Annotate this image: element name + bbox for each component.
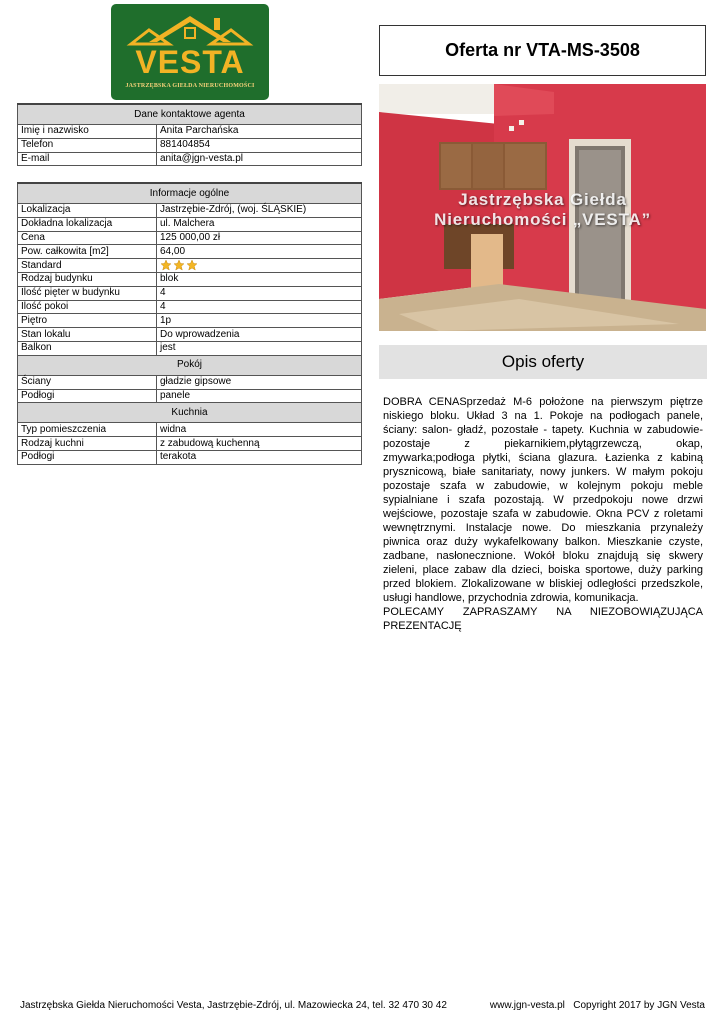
row-value: Jastrzębie-Zdrój, (woj. ŚLĄSKIE)	[157, 204, 362, 218]
general-info-table	[17, 182, 362, 465]
agent-email[interactable]: anita@jgn-vesta.pl	[157, 152, 362, 166]
footer-address: Jastrzębska Giełda Nieruchomości Vesta, Jastrzębie-Zdrój, ul. Mazowiecka 24, tel. 32 470 30 42	[20, 1000, 447, 1011]
agent-name: Anita Parchańska	[157, 125, 362, 139]
row-value: blok	[157, 272, 362, 286]
row-value: panele	[157, 389, 362, 403]
agent-phone[interactable]: 881404854	[157, 138, 362, 152]
row-label: Standard	[18, 259, 157, 273]
footer-right	[490, 1000, 705, 1011]
row-label: Dokładna lokalizacja	[18, 217, 157, 231]
row-label: Rodzaj budynku	[18, 272, 157, 286]
footer-copyright: Copyright 2017 by JGN Vesta	[573, 1000, 705, 1011]
row-value: Do wprowadzenia	[157, 328, 362, 342]
row-label: Cena	[18, 231, 157, 245]
description-text: DOBRA CENASprzedaż M-6 położone na pierwszym piętrze niskiego bloku. Układ 3 na 1. Pokoje na podłogach panele, ściany: salon- gładź, pozostałe - tapety. Kuchnia w zabudowie-pozostaje z piekarnikiem,płytągrzewczą, okap, zmywarka;podłoga płytki, ściana glazura. Łazienka z kabiną prysznicową, białe sanitariaty, nowy junkers. W małym pokoju pozostaje szafa w zabudowie, w kolejnym pokoju meble sypialniane i szafa pozostają. W przedpokoju nowe drzwi wejściowe, pozostaje szafa w zabudowie. Okna PCV z roletami wewnętrznymi. Instalacje nowe. Do mieszkania przynależy piwnica oraz duży wykafelkowany balkon. Mieszkanie czyste, zadbane, nasłonecznione. Wokół bloku znajdują się skwery zieleni, place zabaw dla dzieci, boiska sportowe, duży parking przed blokiem. Zlokalizowane w bliskiej odległości przedszkole, usługi handlowe, przychodnia zdrowia, komunikacja.	[383, 396, 703, 604]
table-row	[18, 375, 362, 389]
row-label: Typ pomieszczenia	[18, 423, 157, 437]
star-icon	[160, 259, 172, 271]
row-label: Telefon	[18, 138, 157, 152]
contact-header: Dane kontaktowe agenta	[18, 104, 362, 125]
table-row	[18, 314, 362, 328]
row-label: Lokalizacja	[18, 204, 157, 218]
table-row	[18, 286, 362, 300]
star-icon	[186, 259, 198, 271]
row-label: Rodzaj kuchni	[18, 437, 157, 451]
row-value: terakota	[157, 450, 362, 464]
row-label: Pow. całkowita [m2]	[18, 245, 157, 259]
row-label: Ilość pokoi	[18, 300, 157, 314]
table-row	[18, 389, 362, 403]
kuchnia-header: Kuchnia	[18, 403, 362, 423]
standard-rating	[157, 259, 362, 273]
logo-subtitle: JASTRZĘBSKA GIEŁDA NIERUCHOMOŚCI	[125, 83, 255, 89]
row-label: Piętro	[18, 314, 157, 328]
row-value: ul. Malchera	[157, 217, 362, 231]
description-header: Opis oferty	[379, 345, 707, 379]
pokoj-header: Pokój	[18, 355, 362, 375]
row-value: jest	[157, 341, 362, 355]
row-label: Podłogi	[18, 389, 157, 403]
watermark-line-1: Jastrzębska Giełda	[458, 190, 627, 209]
row-value: z zabudową kuchenną	[157, 437, 362, 451]
table-row	[18, 437, 362, 451]
star-rating	[160, 259, 198, 271]
table-row	[18, 231, 362, 245]
row-value: 4	[157, 286, 362, 300]
contact-table	[17, 103, 362, 166]
offer-description	[383, 395, 703, 633]
row-label: Stan lokalu	[18, 328, 157, 342]
table-row	[18, 450, 362, 464]
row-value: 1p	[157, 314, 362, 328]
property-photo[interactable]	[379, 84, 706, 331]
description-closing: POLECAMY ZAPRASZAMY NA NIEZOBOWIĄZUJĄCA PREZENTACJĘ	[383, 606, 703, 632]
table-row	[18, 245, 362, 259]
row-label: Podłogi	[18, 450, 157, 464]
table-row	[18, 204, 362, 218]
row-value: 4	[157, 300, 362, 314]
table-row	[18, 272, 362, 286]
table-row	[18, 138, 362, 152]
row-label: Ściany	[18, 375, 157, 389]
row-value: gładzie gipsowe	[157, 375, 362, 389]
row-label: Imię i nazwisko	[18, 125, 157, 139]
footer-website[interactable]: www.jgn-vesta.pl	[489, 1000, 565, 1011]
star-icon	[173, 259, 185, 271]
table-row	[18, 341, 362, 355]
table-row	[18, 259, 362, 273]
table-row	[18, 328, 362, 342]
row-value: 125 000,00 zł	[157, 231, 362, 245]
offer-title: Oferta nr VTA-MS-3508	[379, 25, 706, 76]
table-row	[18, 217, 362, 231]
row-label: Ilość pięter w budynku	[18, 286, 157, 300]
row-label: Balkon	[18, 341, 157, 355]
logo-brand: VESTA	[135, 44, 245, 80]
table-row	[18, 125, 362, 139]
row-value: 64,00	[157, 245, 362, 259]
table-row	[18, 152, 362, 166]
company-logo	[111, 4, 269, 100]
watermark-line-2: Nieruchomości „VESTA”	[434, 210, 651, 229]
table-row	[18, 300, 362, 314]
table-row	[18, 423, 362, 437]
row-value: widna	[157, 423, 362, 437]
general-header: Informacje ogólne	[18, 183, 362, 204]
row-label: E-mail	[18, 152, 157, 166]
